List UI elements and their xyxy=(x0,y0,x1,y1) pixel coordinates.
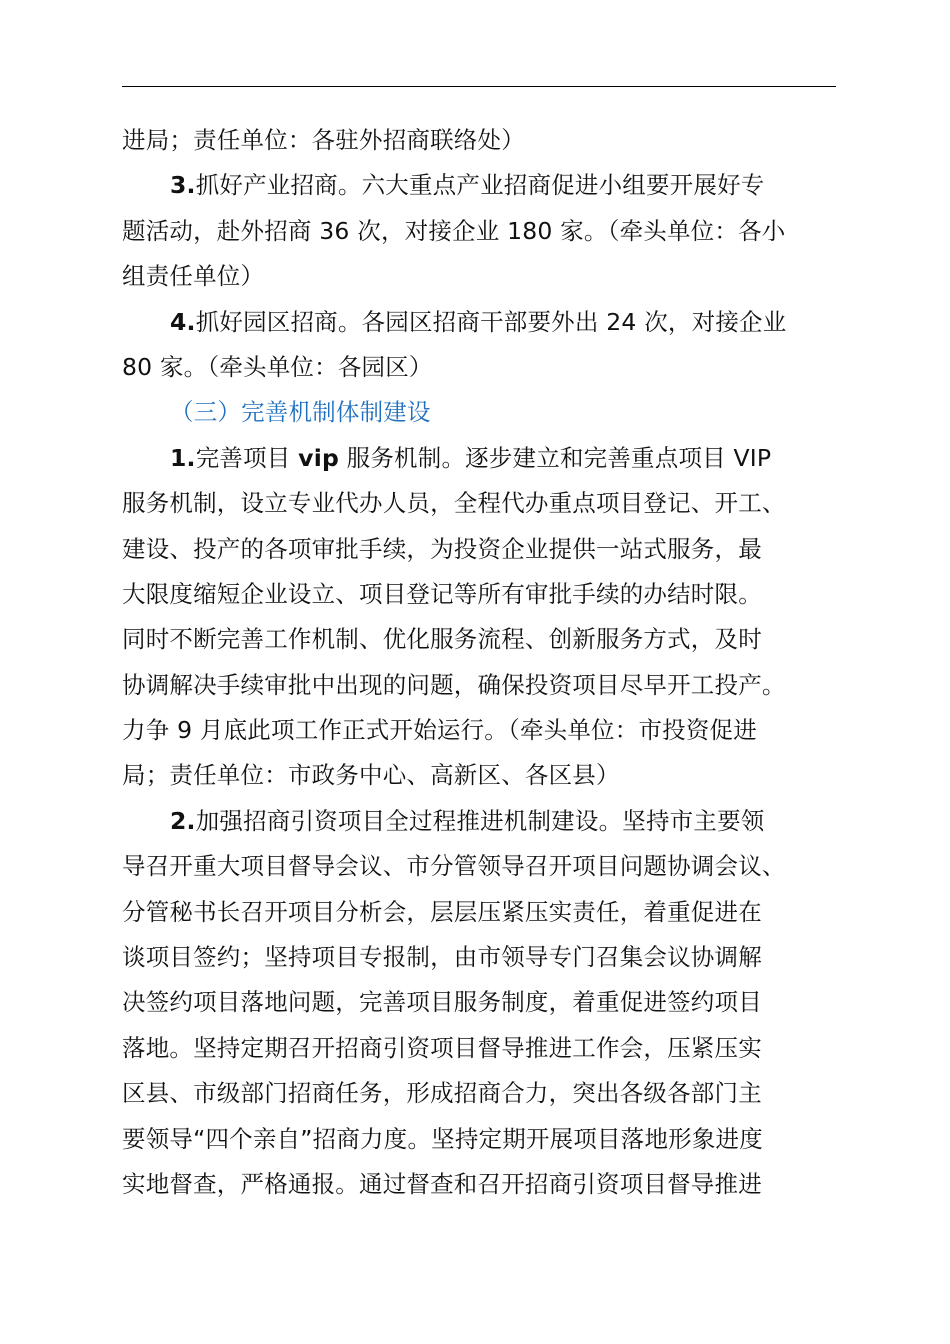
line-text: 服务机制，设立专业代办人员，全程代办重点项目登记、开工、 xyxy=(122,489,786,518)
line-text: 导召开重大项目督导会议、市分管领导召开项目问题协调会议、 xyxy=(122,852,786,881)
paragraph-line xyxy=(122,1026,842,1071)
paragraph-line xyxy=(122,617,842,662)
line-text: 进局；责任单位：各驻外招商联络处） xyxy=(122,126,525,154)
line-text: 局；责任单位：市政务中心、高新区、各区县） xyxy=(122,761,620,790)
paragraph-line xyxy=(122,844,842,889)
item-number: 1. xyxy=(170,443,196,472)
item-number: 2. xyxy=(170,806,196,835)
line-text: 谈项目签约；坚持项目专报制，由市领导专门召集会议协调解 xyxy=(122,943,762,972)
section-heading-text: （三）完善机制体制建设 xyxy=(170,398,431,427)
paragraph-line xyxy=(122,708,842,753)
item-3-heading-line xyxy=(122,163,842,208)
paragraph-line xyxy=(122,209,842,254)
document-body xyxy=(122,118,842,1207)
line-text: 力争 9 月底此项工作正式开始运行。（牵头单位：市投资促进 xyxy=(122,716,757,745)
line-text: 题活动，赴外招商 36 次，对接企业 180 家。（牵头单位：各小 xyxy=(122,216,786,245)
line-text: 实地督查，严格通报。通过督查和召开招商引资项目督导推进 xyxy=(122,1169,762,1198)
paragraph-line xyxy=(122,663,842,708)
section-heading xyxy=(122,390,842,435)
bold-word: vip xyxy=(298,443,339,472)
paragraph-line xyxy=(122,254,842,299)
line-text: 抓好产业招商。六大重点产业招商促进小组要开展好专 xyxy=(195,171,765,200)
line-text: 加强招商引资项目全过程推进机制建设。坚持市主要领 xyxy=(195,806,765,835)
item-number: 3. xyxy=(170,171,196,200)
paragraph-line xyxy=(122,481,842,526)
paragraph-line xyxy=(122,572,842,617)
item-2-heading-line xyxy=(122,799,842,844)
item-1-heading-line xyxy=(122,436,842,481)
line-text: 大限度缩短企业设立、项目登记等所有审批手续的办结时限。 xyxy=(122,579,762,608)
line-text: 落地。坚持定期召开招商引资项目督导推进工作会，压紧压实 xyxy=(122,1033,762,1062)
item-number: 4. xyxy=(170,307,196,336)
paragraph-line xyxy=(122,527,842,572)
header-rule xyxy=(122,86,836,87)
line-text: 服务机制。逐步建立和完善重点项目 VIP xyxy=(338,443,772,472)
paragraph-line xyxy=(122,118,842,163)
line-text: 80 家。（牵头单位：各园区） xyxy=(122,352,433,381)
paragraph-line xyxy=(122,753,842,798)
paragraph-line xyxy=(122,345,842,390)
line-text: 完善项目 xyxy=(195,443,299,472)
line-text: 组责任单位） xyxy=(122,262,265,291)
line-text: 抓好园区招商。各园区招商干部要外出 24 次，对接企业 xyxy=(195,307,787,336)
paragraph-line xyxy=(122,1117,842,1162)
paragraph-line xyxy=(122,935,842,980)
paragraph-line xyxy=(122,890,842,935)
item-4-heading-line xyxy=(122,300,842,345)
line-text: 协调解决手续审批中出现的问题，确保投资项目尽早开工投产。 xyxy=(122,670,786,699)
line-text: 要领导“四个亲自”招商力度。坚持定期开展项目落地形象进度 xyxy=(122,1124,763,1153)
line-text: 区县、市级部门招商任务，形成招商合力，突出各级各部门主 xyxy=(122,1079,762,1108)
line-text: 决签约项目落地问题，完善项目服务制度，着重促进签约项目 xyxy=(122,988,762,1017)
paragraph-line xyxy=(122,980,842,1025)
paragraph-line xyxy=(122,1071,842,1116)
line-text: 分管秘书长召开项目分析会，层层压紧压实责任，着重促进在 xyxy=(122,897,762,926)
line-text: 同时不断完善工作机制、优化服务流程、创新服务方式，及时 xyxy=(122,625,762,654)
paragraph-line xyxy=(122,1162,842,1207)
line-text: 建设、投产的各项审批手续，为投资企业提供一站式服务，最 xyxy=(122,534,762,563)
